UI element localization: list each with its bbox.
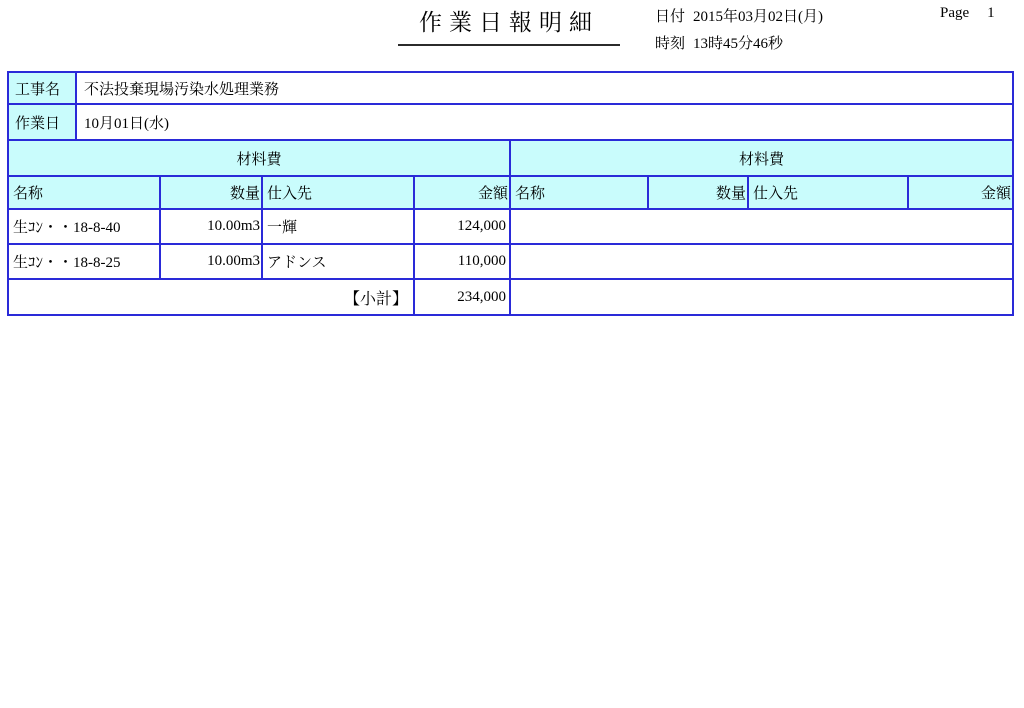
page-label: Page — [940, 5, 970, 21]
time-value: 13時45分46秒 — [693, 36, 784, 52]
column-header-name-right: 名称 — [510, 176, 648, 209]
project-name-label-cell: 工事名 — [8, 72, 76, 104]
project-name-value-cell: 不法投棄現場汚染水処理業務 — [76, 72, 1013, 104]
material-qty-cell: 10.00m3 — [160, 244, 262, 279]
section-header-row — [8, 140, 1013, 176]
column-header-qty-right: 数量 — [648, 176, 748, 209]
empty-area — [510, 209, 1013, 244]
page-number: 1 — [987, 5, 995, 21]
material-row — [8, 244, 1013, 279]
column-header-supplier-right: 仕入先 — [748, 176, 908, 209]
date-line — [655, 4, 823, 31]
column-header-amount-right: 金額 — [908, 176, 1013, 209]
column-header-qty-left: 数量 — [160, 176, 262, 209]
material-name-cell: 生ｺﾝ・・18-8-40 — [8, 209, 160, 244]
column-header-supplier-left: 仕入先 — [262, 176, 414, 209]
time-line — [655, 31, 823, 58]
material-supplier-cell: アドンス — [262, 244, 414, 279]
column-header-amount-left: 金額 — [414, 176, 510, 209]
material-amount-cell: 110,000 — [414, 244, 510, 279]
material-name-cell: 生ｺﾝ・・18-8-25 — [8, 244, 160, 279]
subtotal-amount-cell: 234,000 — [414, 279, 510, 315]
date-label: 日付 — [655, 9, 686, 25]
material-qty-cell: 10.00m3 — [160, 209, 262, 244]
report-title-underline — [398, 4, 620, 46]
work-date-row — [8, 104, 1013, 140]
report-meta — [655, 4, 823, 58]
date-value: 2015年03月02日(月) — [693, 9, 824, 25]
work-date-label-cell: 作業日 — [8, 104, 76, 140]
page-indicator — [940, 5, 995, 22]
report-title: 作業日報明細 — [419, 10, 599, 35]
report-table — [7, 71, 1014, 316]
material-supplier-cell: 一輝 — [262, 209, 414, 244]
subtotal-label-cell: 【小計】 — [8, 279, 414, 315]
material-row — [8, 209, 1013, 244]
project-name-row — [8, 72, 1013, 104]
material-amount-cell: 124,000 — [414, 209, 510, 244]
column-header-row — [8, 176, 1013, 209]
column-header-name-left: 名称 — [8, 176, 160, 209]
empty-area — [510, 279, 1013, 315]
work-date-value-cell: 10月01日(水) — [76, 104, 1013, 140]
subtotal-row — [8, 279, 1013, 315]
section-title-material-left: 材料費 — [8, 140, 510, 176]
section-title-material-right: 材料費 — [510, 140, 1013, 176]
empty-area — [510, 244, 1013, 279]
time-label: 時刻 — [655, 36, 686, 52]
